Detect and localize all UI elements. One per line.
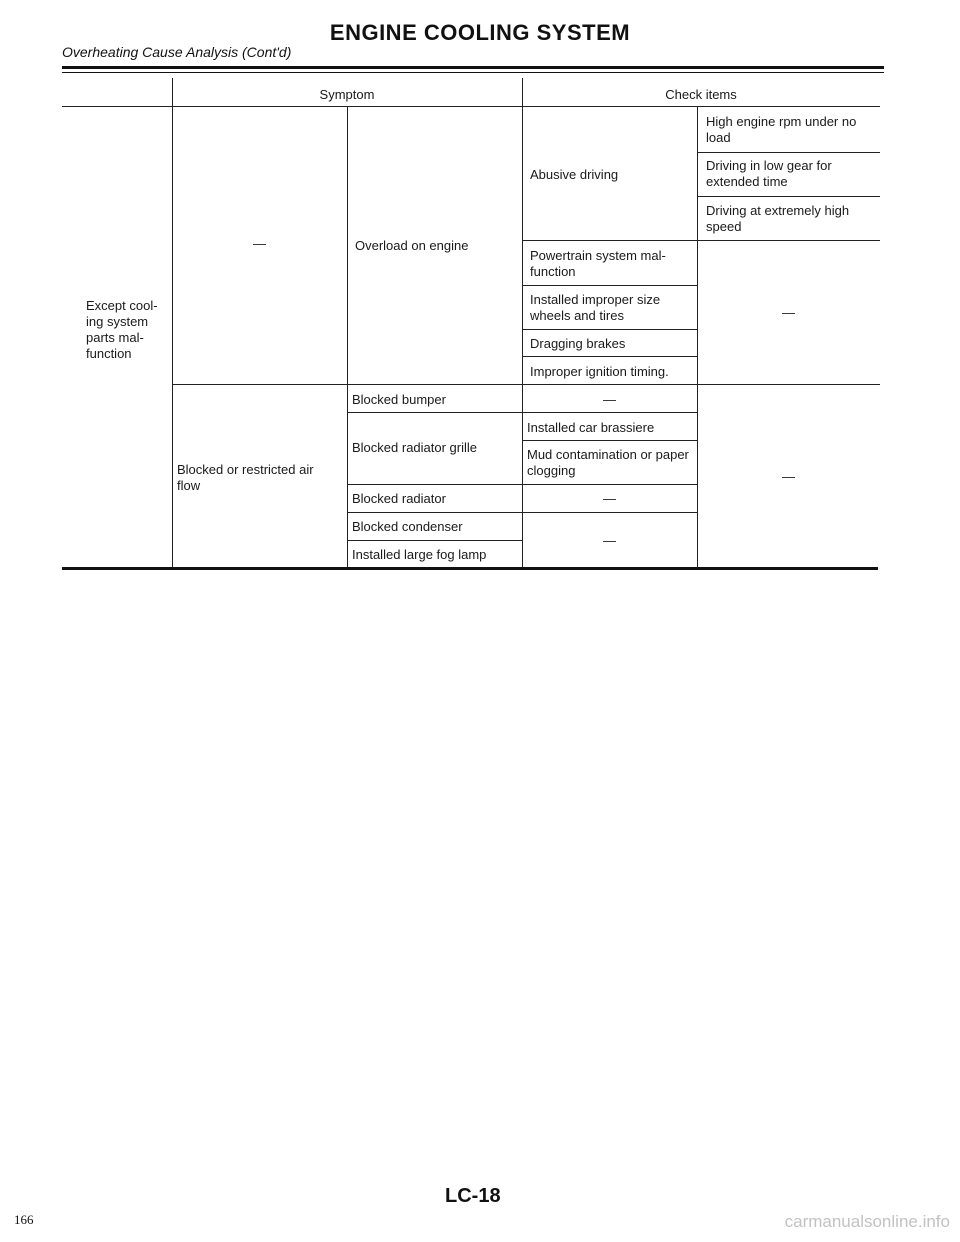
airflow-line-grille — [522, 440, 697, 441]
check-ignition-timing: Improper ignition timing. — [530, 364, 669, 379]
overload-detail-dash: — — [782, 305, 795, 320]
airflow-line-1 — [347, 412, 697, 413]
blocked-radiator-grille: Blocked radiator grille — [352, 440, 478, 455]
blocked-bumper-check: — — [603, 392, 616, 407]
check-car-brassiere: Installed car brassiere — [527, 420, 655, 435]
abusive-line-1 — [697, 152, 880, 153]
overload-line-b — [522, 329, 697, 330]
header-check-items: Check items — [665, 87, 737, 102]
header-bottom-line — [62, 106, 880, 107]
blocked-radiator: Blocked radiator — [352, 491, 446, 506]
check-powertrain: Powertrain system mal- function — [530, 248, 666, 279]
group-label-except-cooling: Except cool- ing system parts mal- function — [86, 298, 158, 361]
col-line-2-overload — [347, 106, 348, 384]
overload-line-c — [522, 356, 697, 357]
page-number: 166 — [14, 1212, 34, 1227]
condenser-fog-check: — — [603, 533, 616, 548]
header-symptom: Symptom — [319, 87, 375, 102]
airflow-detail-dash: — — [782, 469, 795, 484]
overload-line-a — [522, 285, 697, 286]
installed-fog-lamp: Installed large fog lamp — [352, 547, 487, 562]
abusive-detail-2: Driving in low gear for extended time — [706, 158, 832, 189]
top-rule — [62, 66, 884, 69]
airflow-line-4 — [347, 540, 522, 541]
abusive-detail-1: High engine rpm under no load — [706, 114, 857, 145]
top-rule-thin — [62, 72, 884, 73]
blocked-radiator-check: — — [603, 491, 616, 506]
page-code: LC-18 — [445, 1185, 501, 1207]
overload-symptom: Overload on engine — [355, 238, 469, 253]
check-wheels-tires: Installed improper size wheels and tires — [530, 292, 661, 323]
airflow-category: Blocked or restricted air flow — [177, 462, 314, 493]
col-line-1 — [172, 78, 173, 568]
col-line-4 — [697, 106, 698, 568]
watermark: carmanualsonline.info — [784, 1212, 950, 1231]
airflow-line-2 — [347, 484, 697, 485]
abusive-driving: Abusive driving — [530, 167, 619, 182]
overload-category: — — [253, 236, 266, 251]
abusive-line-2 — [697, 196, 880, 197]
abusive-line-3 — [522, 240, 880, 241]
abusive-detail-3: Driving at extremely high speed — [706, 203, 850, 234]
check-mud-paper: Mud contamination or paper clogging — [527, 447, 689, 478]
blocked-condenser: Blocked condenser — [352, 519, 463, 534]
bottom-rule — [62, 567, 878, 570]
airflow-line-3 — [347, 512, 697, 513]
section-divider — [172, 384, 880, 385]
check-dragging-brakes: Dragging brakes — [530, 336, 626, 351]
section-subtitle: Overheating Cause Analysis (Cont'd) — [62, 44, 292, 60]
blocked-bumper: Blocked bumper — [352, 392, 446, 407]
page-title: ENGINE COOLING SYSTEM — [329, 20, 631, 45]
